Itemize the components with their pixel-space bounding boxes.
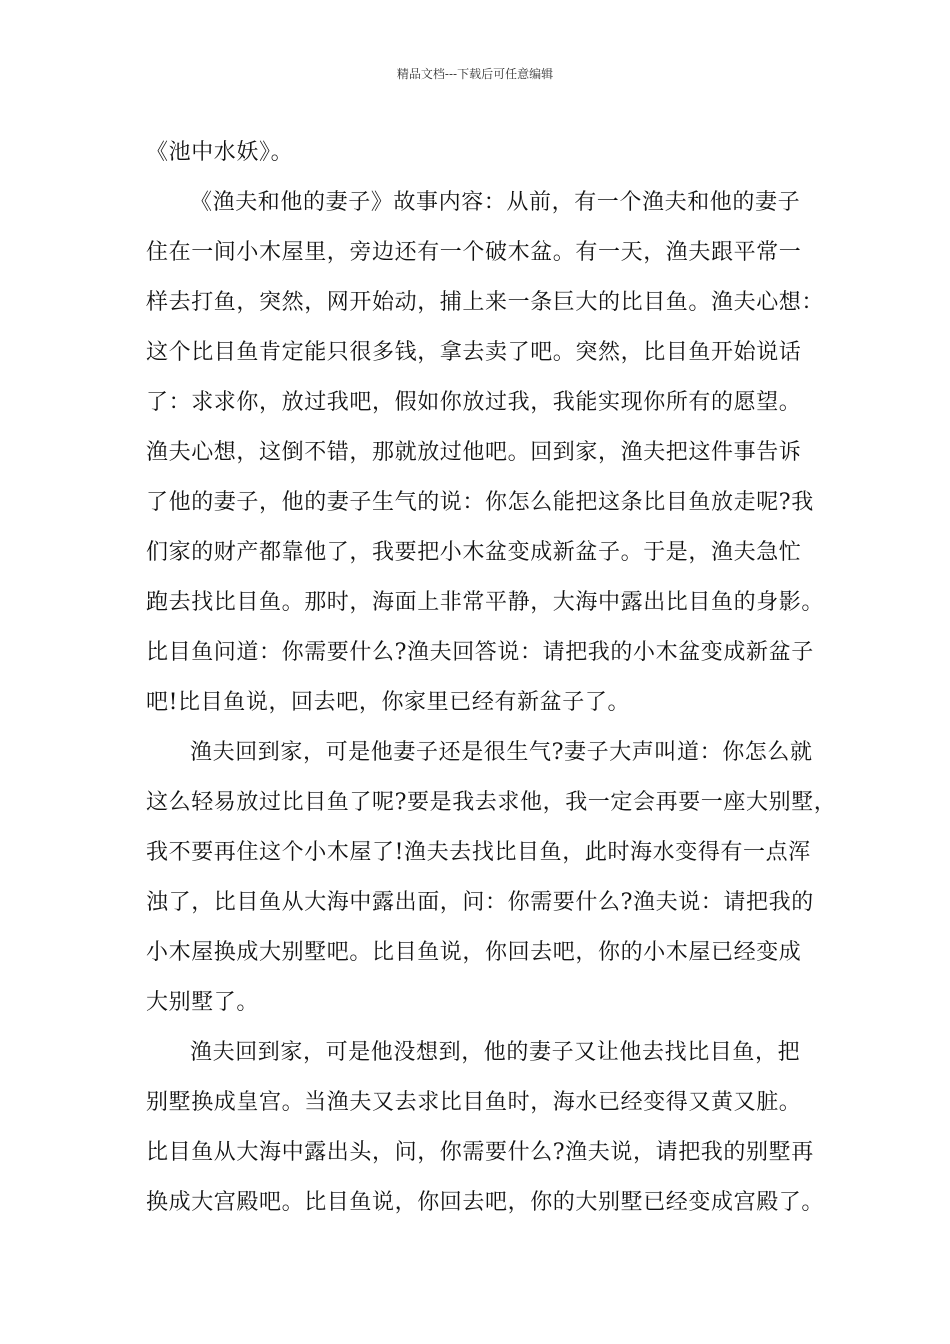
- text-line: 《池中水妖》。: [146, 140, 294, 165]
- paragraph: [146, 728, 837, 1028]
- paragraph: [146, 178, 826, 728]
- paragraph: [146, 1028, 826, 1228]
- text-line: 住在一间小木屋里，旁边还有一个破木盆。有一天，渔夫跟平常一: [146, 240, 802, 265]
- text-line: 跑去找比目鱼。那时，海面上非常平静，大海中露出比目鱼的身影。: [146, 590, 825, 615]
- text-line: 了他的妻子，他的妻子生气的说：你怎么能把这条比目鱼放走呢?我: [146, 490, 814, 515]
- text-line: 这么轻易放过比目鱼了呢?要是我去求他，我一定会再要一座大别墅，: [146, 790, 837, 815]
- text-line: 别墅换成皇宫。当渔夫又去求比目鱼时，海水已经变得又黄又脏。: [146, 1090, 802, 1115]
- text-line: 《渔夫和他的妻子》故事内容：从前，有一个渔夫和他的妻子: [190, 190, 801, 215]
- document-body: [146, 128, 837, 1228]
- text-line: 比目鱼从大海中露出头，问，你需要什么?渔夫说，请把我的别墅再: [146, 1140, 814, 1165]
- text-line: 我不要再住这个小木屋了!渔夫去找比目鱼，此时海水变得有一点浑: [146, 840, 811, 865]
- text-line: 小木屋换成大别墅吧。比目鱼说，你回去吧，你的小木屋已经变成: [146, 940, 802, 965]
- text-line: 大别墅了。: [146, 990, 260, 1015]
- text-line: 了：求求你，放过我吧，假如你放过我，我能实现你所有的愿望。: [146, 390, 802, 415]
- text-line: 样去打鱼，突然，网开始动，捕上来一条巨大的比目鱼。渔夫心想：: [146, 290, 825, 315]
- page-header: 精品文档---下载后可任意编辑: [396, 67, 554, 81]
- paragraph: [146, 128, 826, 178]
- text-line: 们家的财产都靠他了，我要把小木盆变成新盆子。于是，渔夫急忙: [146, 540, 802, 565]
- text-line: 渔夫心想，这倒不错，那就放过他吧。回到家，渔夫把这件事告诉: [146, 440, 802, 465]
- text-line: 渔夫回到家，可是他没想到，他的妻子又让他去找比目鱼，把: [190, 1040, 801, 1065]
- text-line: 比目鱼问道：你需要什么?渔夫回答说：请把我的小木盆变成新盆子: [146, 640, 814, 665]
- text-line: 渔夫回到家，可是他妻子还是很生气?妻子大声叫道：你怎么就: [190, 740, 813, 765]
- text-line: 换成大宫殿吧。比目鱼说，你回去吧，你的大别墅已经变成宫殿了。: [146, 1190, 825, 1215]
- text-line: 吧!比目鱼说，回去吧，你家里已经有新盆子了。: [146, 690, 631, 715]
- text-line: 这个比目鱼肯定能只很多钱，拿去卖了吧。突然，比目鱼开始说话: [146, 340, 802, 365]
- text-line: 浊了，比目鱼从大海中露出面，问：你需要什么?渔夫说：请把我的: [146, 890, 814, 915]
